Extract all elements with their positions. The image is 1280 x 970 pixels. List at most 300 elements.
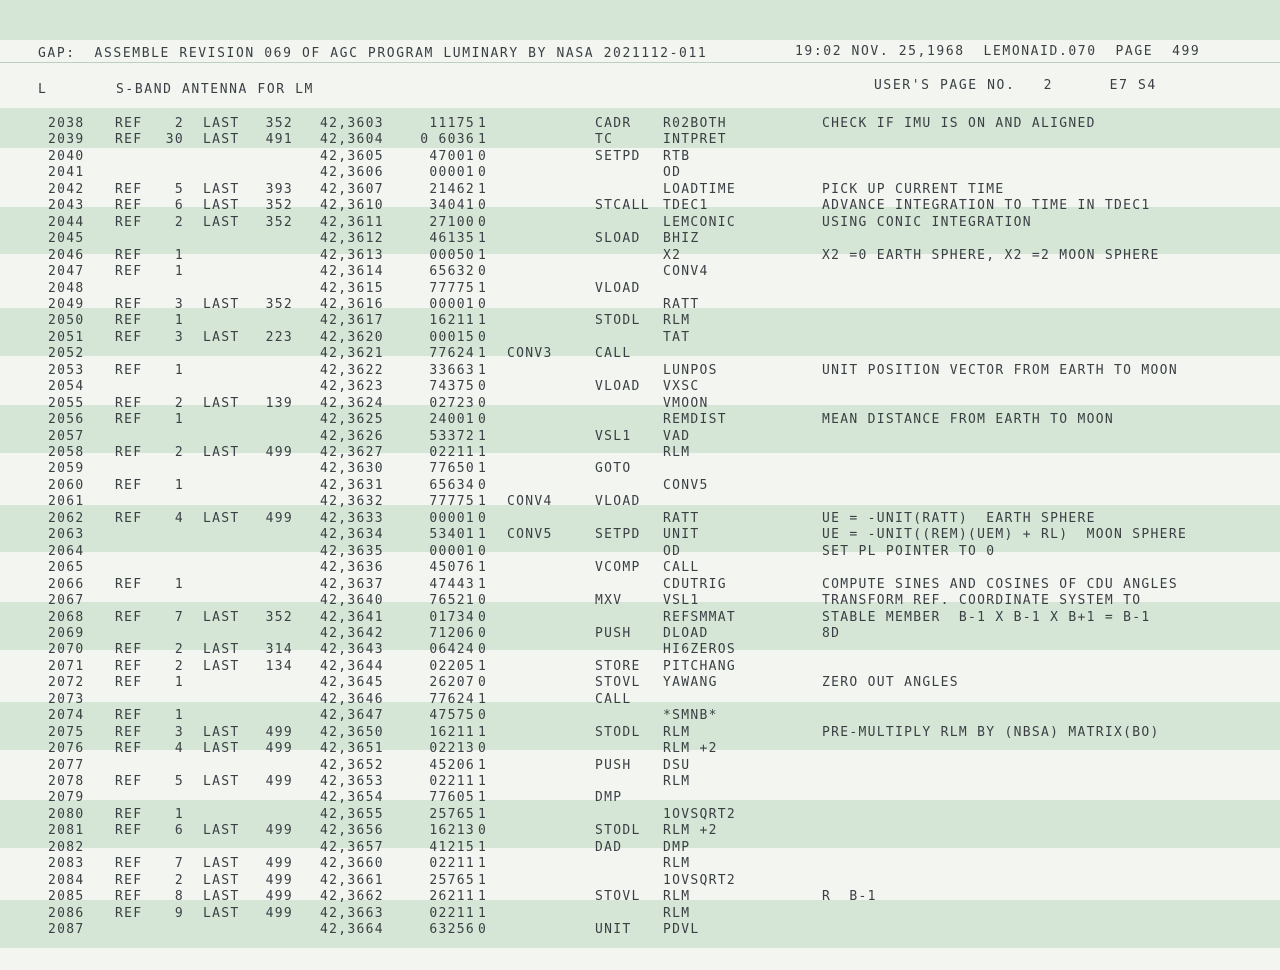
operand: LOADTIME <box>663 181 737 197</box>
ref-keyword: REF <box>115 872 143 888</box>
line-number: 2041 <box>48 165 85 181</box>
operand: LUNPOS <box>663 362 718 378</box>
last-page: 139 <box>265 395 293 411</box>
line-number: 2052 <box>48 346 85 362</box>
line-number: 2086 <box>48 905 85 921</box>
flag-bit: 1 <box>478 691 488 707</box>
flag-bit: 1 <box>478 872 488 888</box>
flag-bit: 0 <box>478 609 488 625</box>
address: 42,3637 <box>320 576 384 592</box>
last-keyword: LAST <box>203 823 240 839</box>
last-keyword: LAST <box>203 510 240 526</box>
line-number: 2045 <box>48 231 85 247</box>
listing-row <box>0 758 1280 774</box>
operand: RLM +2 <box>663 823 718 839</box>
listing-row <box>0 659 1280 675</box>
ref-count: 1 <box>174 675 184 691</box>
line-number: 2055 <box>48 395 85 411</box>
flag-bit: 1 <box>478 856 488 872</box>
listing-row <box>0 461 1280 477</box>
ref-keyword: REF <box>115 856 143 872</box>
operand: RLM <box>663 724 691 740</box>
octal-word: 02205 <box>429 658 475 674</box>
address: 42,3605 <box>320 148 384 164</box>
flag-bit: 1 <box>478 280 488 296</box>
octal-word: 25765 <box>429 872 475 888</box>
octal-word: 26207 <box>429 675 475 691</box>
line-number: 2062 <box>48 510 85 526</box>
octal-word: 02213 <box>429 741 475 757</box>
address: 42,3642 <box>320 625 384 641</box>
opcode: SETPD <box>595 148 641 164</box>
octal-word: 16213 <box>429 823 475 839</box>
last-keyword: LAST <box>203 445 240 460</box>
last-page: 499 <box>265 445 293 460</box>
flag-bit: 0 <box>478 922 488 938</box>
operand: UNIT <box>663 527 700 543</box>
ref-count: 4 <box>174 741 184 757</box>
listing-row <box>0 330 1280 346</box>
address: 42,3632 <box>320 494 384 510</box>
octal-word: 34041 <box>429 198 475 214</box>
line-number: 2069 <box>48 625 85 641</box>
line-number: 2038 <box>48 116 85 131</box>
ref-count: 30 <box>165 132 184 148</box>
octal-word: 77775 <box>429 280 475 296</box>
ref-keyword: REF <box>115 247 143 263</box>
ref-keyword: REF <box>115 445 143 460</box>
operand: RATT <box>663 510 700 526</box>
ref-count: 2 <box>174 395 184 411</box>
ref-count: 3 <box>174 296 184 312</box>
green-bar <box>0 0 1280 40</box>
last-keyword: LAST <box>203 658 240 674</box>
flag-bit: 1 <box>478 116 488 131</box>
operand: TAT <box>663 329 691 345</box>
listing-row <box>0 692 1280 708</box>
line-number: 2049 <box>48 296 85 312</box>
last-page: 352 <box>265 116 293 131</box>
flag-bit: 1 <box>478 231 488 247</box>
address: 42,3640 <box>320 593 384 609</box>
last-keyword: LAST <box>203 905 240 921</box>
octal-word: 16211 <box>429 313 475 329</box>
listing-row <box>0 511 1280 527</box>
octal-word: 02723 <box>429 395 475 411</box>
ref-count: 6 <box>174 823 184 839</box>
ref-count: 2 <box>174 445 184 460</box>
address: 42,3636 <box>320 560 384 576</box>
operand: 1OVSQRT2 <box>663 806 737 822</box>
line-number: 2060 <box>48 477 85 493</box>
flag-bit: 1 <box>478 774 488 789</box>
ref-keyword: REF <box>115 823 143 839</box>
listing-row <box>0 790 1280 806</box>
octal-word: 77624 <box>429 346 475 362</box>
opcode: STODL <box>595 313 641 329</box>
operand: RLM <box>663 856 691 872</box>
octal-word: 0 6036 <box>420 132 475 148</box>
ref-keyword: REF <box>115 329 143 345</box>
ref-keyword: REF <box>115 412 143 428</box>
header-mark: L <box>38 82 48 97</box>
listing-row <box>0 823 1280 839</box>
last-page: 491 <box>265 132 293 148</box>
operand: INTPRET <box>663 132 727 148</box>
octal-word: 02211 <box>429 774 475 789</box>
opcode: STOVL <box>595 675 641 691</box>
listing-row <box>0 478 1280 494</box>
opcode: DAD <box>595 839 623 855</box>
listing-row <box>0 741 1280 757</box>
octal-word: 26211 <box>429 889 475 905</box>
ref-count: 5 <box>174 181 184 197</box>
ref-keyword: REF <box>115 264 143 280</box>
ref-count: 2 <box>174 872 184 888</box>
operand: RLM <box>663 889 691 905</box>
listing-row <box>0 922 1280 938</box>
octal-word: 45206 <box>429 757 475 773</box>
listing-row <box>0 544 1280 560</box>
line-number: 2066 <box>48 576 85 592</box>
flag-bit: 1 <box>478 346 488 362</box>
comment: UE = -UNIT(RATT) EARTH SPHERE <box>822 510 1096 526</box>
line-number: 2082 <box>48 839 85 855</box>
line-number: 2075 <box>48 724 85 740</box>
opcode: VLOAD <box>595 379 641 395</box>
flag-bit: 0 <box>478 593 488 609</box>
octal-word: 16211 <box>429 724 475 740</box>
listing-row <box>0 363 1280 379</box>
listing-row <box>0 577 1280 593</box>
comment: SET PL POINTER TO 0 <box>822 543 996 559</box>
listing-row <box>0 527 1280 543</box>
comment: ZERO OUT ANGLES <box>822 675 959 691</box>
operand: *SMNB* <box>663 708 718 724</box>
listing-row <box>0 198 1280 214</box>
flag-bit: 0 <box>478 329 488 345</box>
opcode: DMP <box>595 790 623 806</box>
ref-count: 2 <box>174 658 184 674</box>
comment: STABLE MEMBER B-1 X B-1 X B+1 = B-1 <box>822 609 1151 625</box>
octal-word: 11175 <box>429 116 475 131</box>
flag-bit: 1 <box>478 428 488 444</box>
operand: PITCHANG <box>663 658 737 674</box>
operand: RLM <box>663 774 691 789</box>
listing-row <box>0 906 1280 922</box>
line-number: 2083 <box>48 856 85 872</box>
ref-count: 6 <box>174 198 184 214</box>
flag-bit: 0 <box>478 198 488 214</box>
line-number: 2039 <box>48 132 85 148</box>
listing-row <box>0 281 1280 297</box>
address: 42,3660 <box>320 856 384 872</box>
flag-bit: 0 <box>478 543 488 559</box>
line-number: 2087 <box>48 922 85 938</box>
line-number: 2067 <box>48 593 85 609</box>
last-keyword: LAST <box>203 198 240 214</box>
listing-row <box>0 116 1280 132</box>
operand: HI6ZEROS <box>663 642 737 658</box>
flag-bit: 1 <box>478 494 488 510</box>
octal-word: 24001 <box>429 412 475 428</box>
operand: OD <box>663 543 682 559</box>
address: 42,3633 <box>320 510 384 526</box>
comment: USING CONIC INTEGRATION <box>822 214 1032 230</box>
flag-bit: 1 <box>478 806 488 822</box>
last-page: 352 <box>265 296 293 312</box>
ref-count: 1 <box>174 708 184 724</box>
octal-word: 47575 <box>429 708 475 724</box>
last-page: 352 <box>265 198 293 214</box>
flag-bit: 1 <box>478 889 488 905</box>
comment: COMPUTE SINES AND COSINES OF CDU ANGLES <box>822 576 1178 592</box>
listing-row <box>0 856 1280 872</box>
last-keyword: LAST <box>203 116 240 131</box>
flag-bit: 1 <box>478 247 488 263</box>
last-page: 352 <box>265 609 293 625</box>
ref-keyword: REF <box>115 905 143 921</box>
ref-keyword: REF <box>115 116 143 131</box>
opcode: PUSH <box>595 757 632 773</box>
line-number: 2072 <box>48 675 85 691</box>
line-number: 2053 <box>48 362 85 378</box>
octal-word: 76521 <box>429 593 475 609</box>
last-page: 134 <box>265 658 293 674</box>
operand: VXSC <box>663 379 700 395</box>
opcode: STODL <box>595 823 641 839</box>
flag-bit: 1 <box>478 560 488 576</box>
ref-keyword: REF <box>115 774 143 789</box>
line-number: 2074 <box>48 708 85 724</box>
last-page: 499 <box>265 741 293 757</box>
operand: DSU <box>663 757 691 773</box>
octal-word: 27100 <box>429 214 475 230</box>
last-keyword: LAST <box>203 296 240 312</box>
address: 42,3611 <box>320 214 384 230</box>
opcode: GOTO <box>595 461 632 477</box>
flag-bit: 0 <box>478 741 488 757</box>
line-number: 2056 <box>48 412 85 428</box>
line-number: 2061 <box>48 494 85 510</box>
comment: ADVANCE INTEGRATION TO TIME IN TDEC1 <box>822 198 1151 214</box>
address: 42,3612 <box>320 231 384 247</box>
flag-bit: 0 <box>478 148 488 164</box>
ref-keyword: REF <box>115 658 143 674</box>
ref-count: 4 <box>174 510 184 526</box>
octal-word: 45076 <box>429 560 475 576</box>
octal-word: 00001 <box>429 165 475 181</box>
ref-count: 3 <box>174 724 184 740</box>
address: 42,3604 <box>320 132 384 148</box>
address: 42,3627 <box>320 445 384 460</box>
line-number: 2078 <box>48 774 85 789</box>
last-page: 499 <box>265 774 293 789</box>
address: 42,3634 <box>320 527 384 543</box>
operand: X2 <box>663 247 682 263</box>
last-keyword: LAST <box>203 181 240 197</box>
last-page: 499 <box>265 724 293 740</box>
listing-row <box>0 182 1280 198</box>
octal-word: 74375 <box>429 379 475 395</box>
listing-row <box>0 840 1280 856</box>
octal-word: 46135 <box>429 231 475 247</box>
comment: UE = -UNIT((REM)(UEM) + RL) MOON SPHERE <box>822 527 1188 543</box>
last-page: 499 <box>265 823 293 839</box>
line-number: 2047 <box>48 264 85 280</box>
octal-word: 00001 <box>429 543 475 559</box>
operand: VSL1 <box>663 593 700 609</box>
listing-row <box>0 379 1280 395</box>
address: 42,3607 <box>320 181 384 197</box>
operand: RLM <box>663 445 691 460</box>
listing-row <box>0 642 1280 658</box>
listing-row <box>0 494 1280 510</box>
last-page: 499 <box>265 905 293 921</box>
operand: VAD <box>663 428 691 444</box>
line-number: 2068 <box>48 609 85 625</box>
flag-bit: 1 <box>478 905 488 921</box>
ref-count: 2 <box>174 116 184 131</box>
line-number: 2044 <box>48 214 85 230</box>
operand: RLM <box>663 905 691 921</box>
address: 42,3654 <box>320 790 384 806</box>
octal-word: 00015 <box>429 329 475 345</box>
address: 42,3613 <box>320 247 384 263</box>
last-keyword: LAST <box>203 741 240 757</box>
ref-keyword: REF <box>115 132 143 148</box>
listing-row <box>0 807 1280 823</box>
label: CONV4 <box>507 494 553 510</box>
listing-row <box>0 610 1280 626</box>
flag-bit: 1 <box>478 445 488 460</box>
operand: DLOAD <box>663 625 709 641</box>
last-keyword: LAST <box>203 395 240 411</box>
flag-bit: 0 <box>478 296 488 312</box>
octal-word: 25765 <box>429 806 475 822</box>
address: 42,3641 <box>320 609 384 625</box>
listing-row <box>0 774 1280 790</box>
listing-row <box>0 264 1280 280</box>
ref-count: 1 <box>174 264 184 280</box>
comment: R B-1 <box>822 889 877 905</box>
ref-count: 1 <box>174 477 184 493</box>
operand: YAWANG <box>663 675 718 691</box>
last-page: 499 <box>265 856 293 872</box>
operand: CALL <box>663 560 700 576</box>
address: 42,3631 <box>320 477 384 493</box>
line-number: 2081 <box>48 823 85 839</box>
line-number: 2084 <box>48 872 85 888</box>
comment: MEAN DISTANCE FROM EARTH TO MOON <box>822 412 1115 428</box>
opcode: VSL1 <box>595 428 632 444</box>
last-keyword: LAST <box>203 329 240 345</box>
comment: PRE-MULTIPLY RLM BY (NBSA) MATRIX(BO) <box>822 724 1160 740</box>
header-users-page: USER'S PAGE NO. 2 E7 S4 <box>874 78 1157 93</box>
listing-row <box>0 248 1280 264</box>
flag-bit: 0 <box>478 214 488 230</box>
address: 42,3635 <box>320 543 384 559</box>
last-keyword: LAST <box>203 609 240 625</box>
listing-row <box>0 132 1280 148</box>
octal-word: 53372 <box>429 428 475 444</box>
listing-row <box>0 231 1280 247</box>
operand: CONV5 <box>663 477 709 493</box>
last-keyword: LAST <box>203 872 240 888</box>
flag-bit: 0 <box>478 625 488 641</box>
ref-count: 1 <box>174 806 184 822</box>
flag-bit: 1 <box>478 757 488 773</box>
octal-word: 02211 <box>429 445 475 460</box>
operand: OD <box>663 165 682 181</box>
line-number: 2054 <box>48 379 85 395</box>
octal-word: 02211 <box>429 905 475 921</box>
ref-keyword: REF <box>115 708 143 724</box>
address: 42,3650 <box>320 724 384 740</box>
line-number: 2071 <box>48 658 85 674</box>
octal-word: 33663 <box>429 362 475 378</box>
ref-keyword: REF <box>115 198 143 214</box>
operand: RLM <box>663 313 691 329</box>
listing-row <box>0 429 1280 445</box>
last-keyword: LAST <box>203 724 240 740</box>
ref-count: 1 <box>174 362 184 378</box>
ref-count: 2 <box>174 214 184 230</box>
last-page: 499 <box>265 510 293 526</box>
flag-bit: 1 <box>478 839 488 855</box>
octal-word: 00001 <box>429 510 475 526</box>
octal-word: 01734 <box>429 609 475 625</box>
listing-row <box>0 873 1280 889</box>
octal-word: 77650 <box>429 461 475 477</box>
flag-bit: 0 <box>478 395 488 411</box>
comment: CHECK IF IMU IS ON AND ALIGNED <box>822 116 1096 131</box>
ref-keyword: REF <box>115 889 143 905</box>
last-page: 223 <box>265 329 293 345</box>
opcode: PUSH <box>595 625 632 641</box>
opcode: TC <box>595 132 614 148</box>
line-number: 2051 <box>48 329 85 345</box>
address: 42,3663 <box>320 905 384 921</box>
ref-count: 1 <box>174 247 184 263</box>
flag-bit: 0 <box>478 379 488 395</box>
last-keyword: LAST <box>203 856 240 872</box>
operand: REMDIST <box>663 412 727 428</box>
address: 42,3645 <box>320 675 384 691</box>
opcode: MXV <box>595 593 623 609</box>
last-keyword: LAST <box>203 889 240 905</box>
ref-count: 3 <box>174 329 184 345</box>
octal-word: 06424 <box>429 642 475 658</box>
line-number: 2042 <box>48 181 85 197</box>
line-number: 2085 <box>48 889 85 905</box>
address: 42,3656 <box>320 823 384 839</box>
octal-word: 63256 <box>429 922 475 938</box>
opcode: VLOAD <box>595 280 641 296</box>
listing-row <box>0 560 1280 576</box>
listing-row <box>0 165 1280 181</box>
comment: X2 =0 EARTH SPHERE, X2 =2 MOON SPHERE <box>822 247 1160 263</box>
octal-word: 00050 <box>429 247 475 263</box>
opcode: CADR <box>595 116 632 131</box>
listing-row <box>0 626 1280 642</box>
ref-keyword: REF <box>115 313 143 329</box>
header-date-page: 19:02 NOV. 25,1968 LEMONAID.070 PAGE 499 <box>795 44 1201 59</box>
address: 42,3647 <box>320 708 384 724</box>
address: 42,3655 <box>320 806 384 822</box>
label: CONV5 <box>507 527 553 543</box>
ref-keyword: REF <box>115 642 143 658</box>
